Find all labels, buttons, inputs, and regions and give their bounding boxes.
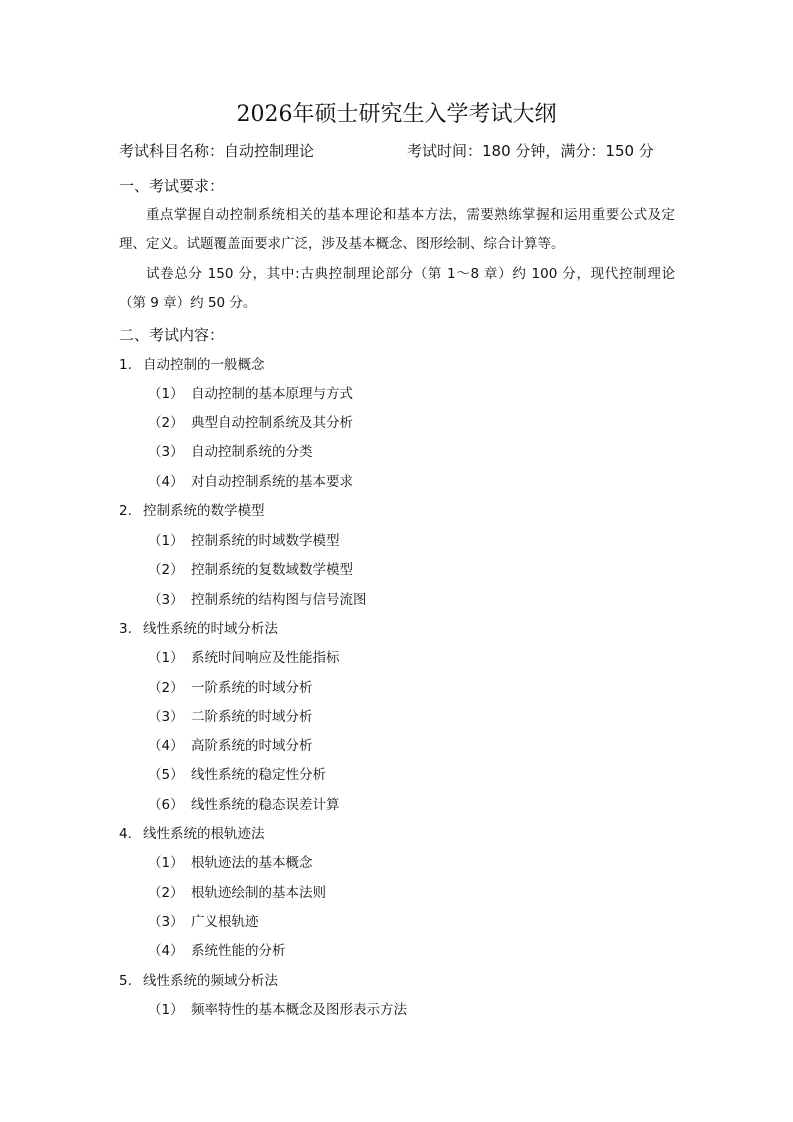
item-number: （2） (148, 680, 184, 696)
chapter-number: 3. (119, 621, 132, 637)
list-item (148, 647, 340, 669)
item-text: 根轨迹法的基本概念 (191, 855, 313, 871)
item-text: 高阶系统的时域分析 (191, 738, 313, 754)
list-item (148, 882, 326, 904)
list-item (148, 706, 313, 728)
item-number: （4） (148, 738, 184, 754)
page-title: 2026年硕士研究生入学考试大纲 (236, 102, 557, 127)
item-number: （3） (148, 592, 184, 608)
list-item (148, 412, 353, 434)
item-text: 根轨迹绘制的基本法则 (191, 885, 326, 901)
chapter-title: 线性系统的时域分析法 (143, 621, 278, 637)
item-text: 广义根轨迹 (191, 914, 259, 930)
chapter-heading (119, 823, 265, 845)
chapter-number: 4. (119, 826, 132, 842)
list-item (148, 940, 286, 962)
item-text: 控制系统的时域数学模型 (191, 533, 340, 549)
exam-subject: 考试科目名称：自动控制理论 (119, 142, 315, 160)
item-text: 控制系统的复数域数学模型 (191, 562, 353, 578)
chapter-heading (119, 500, 265, 522)
item-text: 典型自动控制系统及其分析 (191, 415, 353, 431)
list-item (148, 383, 353, 405)
list-item (148, 999, 407, 1021)
chapter-title: 线性系统的根轨迹法 (143, 826, 265, 842)
item-number: （2） (148, 415, 184, 431)
item-number: （2） (148, 562, 184, 578)
chapter-title: 自动控制的一般概念 (143, 357, 265, 373)
item-number: （1） (148, 650, 184, 666)
item-number: （1） (148, 855, 184, 871)
item-number: （4） (148, 943, 184, 959)
item-text: 对自动控制系统的基本要求 (191, 474, 353, 490)
item-text: 线性系统的稳定性分析 (191, 767, 326, 783)
item-number: （3） (148, 709, 184, 725)
item-text: 控制系统的结构图与信号流图 (191, 592, 367, 608)
chapter-title: 控制系统的数学模型 (143, 503, 265, 519)
item-text: 一阶系统的时域分析 (191, 680, 313, 696)
requirements-paragraph-1: 重点掌握自动控制系统相关的基本理论和基本方法，需要熟练掌握和运用重要公式及定理、定义。试题覆盖面要求广泛，涉及基本概念、图形绘制、综合计算等。 (119, 207, 675, 252)
chapter-number: 5. (119, 973, 132, 989)
list-item (148, 794, 340, 816)
item-text: 系统性能的分析 (191, 943, 286, 959)
chapter-title: 线性系统的频域分析法 (143, 973, 278, 989)
item-number: （1） (148, 533, 184, 549)
section-heading-content: 二、考试内容： (119, 326, 225, 344)
list-item (148, 530, 340, 552)
item-number: （2） (148, 885, 184, 901)
chapter-heading (119, 618, 278, 640)
item-text: 自动控制的基本原理与方式 (191, 386, 353, 402)
item-number: （3） (148, 444, 184, 460)
item-text: 频率特性的基本概念及图形表示方法 (191, 1002, 407, 1018)
list-item (148, 764, 326, 786)
section-heading-requirements: 一、考试要求： (119, 177, 225, 195)
requirements-paragraph-2: 试卷总分 150 分，其中:古典控制理论部分（第 1～8 章）约 100 分，现代控制理论（第 9 章）约 50 分。 (119, 266, 675, 311)
item-number: （6） (148, 797, 184, 813)
chapter-heading (119, 354, 265, 376)
item-number: （4） (148, 474, 184, 490)
item-text: 自动控制系统的分类 (191, 444, 313, 460)
list-item (148, 441, 313, 463)
item-text: 线性系统的稳态误差计算 (191, 797, 340, 813)
chapter-heading (119, 970, 278, 992)
item-number: （1） (148, 1002, 184, 1018)
exam-time-score: 考试时间：180 分钟，满分：150 分 (407, 142, 654, 160)
list-item (148, 559, 353, 581)
item-number: （1） (148, 386, 184, 402)
list-item (148, 735, 313, 757)
chapter-number: 1. (119, 357, 132, 373)
item-number: （5） (148, 767, 184, 783)
list-item (148, 589, 367, 611)
list-item (148, 677, 313, 699)
item-text: 二阶系统的时域分析 (191, 709, 313, 725)
list-item (148, 911, 259, 933)
list-item (148, 852, 313, 874)
chapter-number: 2. (119, 503, 132, 519)
item-text: 系统时间响应及性能指标 (191, 650, 340, 666)
item-number: （3） (148, 914, 184, 930)
list-item (148, 471, 353, 493)
